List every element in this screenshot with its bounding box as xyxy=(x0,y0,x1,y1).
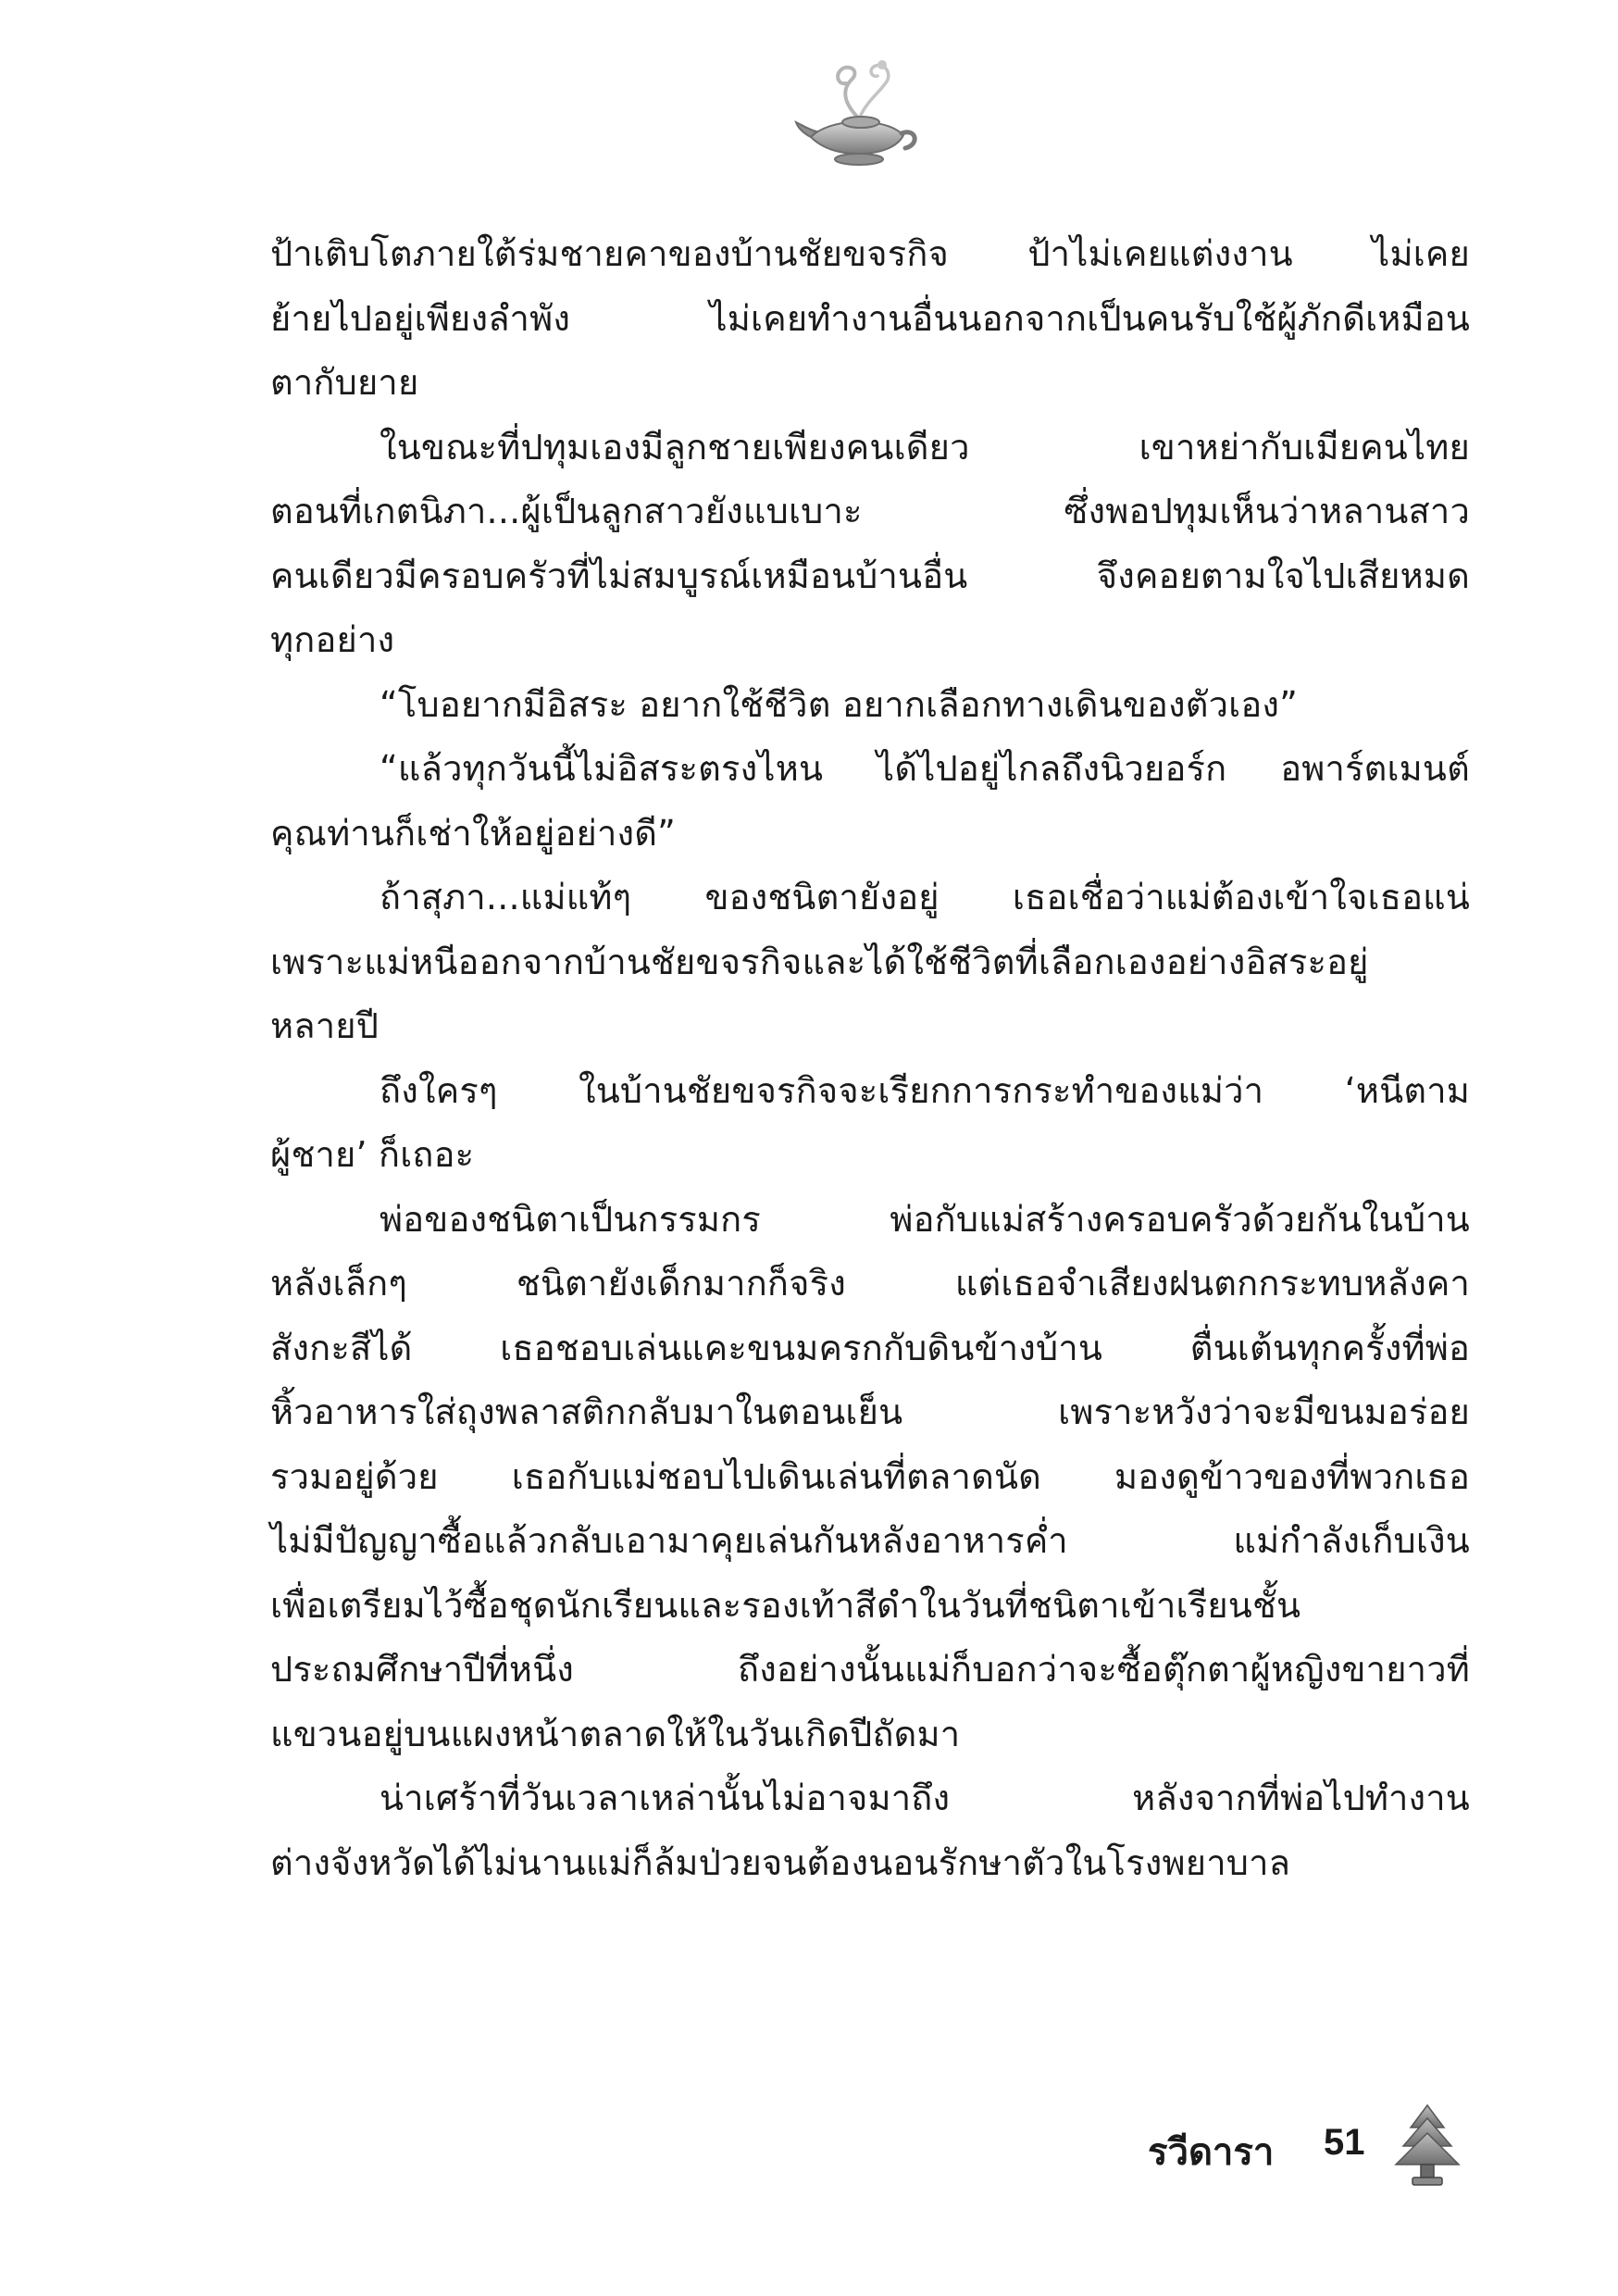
text-line: ป้าเติบโตภายใต้ร่มชายคาของบ้านชัยขจรกิจ ป้าไม่เคยแต่งงาน ไม่เคย xyxy=(270,233,1470,274)
text-line: ต่างจังหวัดได้ไม่นานแม่ก็ล้มป่วยจนต้องนอนรักษาตัวในโรงพยาบาล xyxy=(270,1841,1291,1883)
body-text xyxy=(270,222,1470,1895)
text-line: ตากับยาย xyxy=(270,362,419,403)
text-line: “แล้วทุกวันนี้ไม่อิสระตรงไหน ได้ไปอยู่ไกลถึงนิวยอร์ก อพาร์ตเมนต์ xyxy=(380,748,1470,789)
text-line: น่าเศร้าที่วันเวลาเหล่านั้นไม่อาจมาถึง หลังจากที่พ่อไปทำงาน xyxy=(380,1778,1470,1818)
text-line: ถ้าสุภา...แม่แท้ๆ ของชนิตายังอยู่ เธอเชื่อว่าแม่ต้องเข้าใจเธอแน่ xyxy=(380,877,1470,917)
text-line: แขวนอยู่บนแผงหน้าตลาดให้ในวันเกิดปีถัดมา xyxy=(270,1713,961,1754)
text-line: หลายปี xyxy=(270,1005,380,1046)
text-line: ทุกอย่าง xyxy=(270,619,395,660)
text-line: ถึงใครๆ ในบ้านชัยขจรกิจจะเรียกการกระทำของแม่ว่า ‘หนีตาม xyxy=(380,1069,1470,1111)
text-line: ในขณะที่ปทุมเองมีลูกชายเพียงคนเดียว เขาหย่ากับเมียคนไทย xyxy=(380,426,1470,468)
text-line: ประถมศึกษาปีที่หนึ่ง ถึงอย่างนั้นแม่ก็บอกว่าจะซื้อตุ๊กตาผู้หญิงขายาวที่ xyxy=(270,1649,1470,1690)
text-line: เพื่อเตรียมไว้ซื้อชุดนักเรียนและรองเท้าสีดำในวันที่ชนิตาเข้าเรียนชั้น xyxy=(270,1584,1301,1626)
magic-lamp-icon xyxy=(794,54,924,174)
text-line: ไม่มีปัญญาซื้อแล้วกลับเอามาคุยเล่นกันหลังอาหารค่ำ แม่กำลังเก็บเงิน xyxy=(270,1520,1470,1561)
text-line: หลังเล็กๆ ชนิตายังเด็กมากก็จริง แต่เธอจำเสียงฝนตกกระทบหลังคา xyxy=(270,1263,1470,1304)
book-title: รวีดารา xyxy=(1148,2131,1275,2174)
text-line: คุณท่านก็เช่าให้อยู่อย่างดี” xyxy=(270,812,676,854)
text-line: เพราะแม่หนีออกจากบ้านชัยขจรกิจและได้ใช้ชีวิตที่เลือกเองอย่างอิสระอยู่ xyxy=(270,941,1369,982)
tree-icon xyxy=(1390,2100,1464,2192)
text-line: คนเดียวมีครอบครัวที่ไม่สมบูรณ์เหมือนบ้านอื่น จึงคอยตามใจไปเสียหมด xyxy=(270,555,1470,596)
text-line: พ่อของชนิตาเป็นกรรมกร พ่อกับแม่สร้างครอบครัวด้วยกันในบ้าน xyxy=(380,1198,1470,1240)
text-line: ตอนที่เกตนิภา...ผู้เป็นลูกสาวยังแบเบาะ ซึ่งพอปทุมเห็นว่าหลานสาว xyxy=(270,491,1470,531)
text-line: “โบอยากมีอิสระ อยากใช้ชีวิต อยากเลือกทางเดินของตัวเอง” xyxy=(380,683,1299,725)
page-footer xyxy=(1129,2100,1518,2202)
text-line: ย้ายไปอยู่เพียงลำพัง ไม่เคยทำงานอื่นนอกจากเป็นคนรับใช้ผู้ภักดีเหมือน xyxy=(270,297,1470,339)
text-line: สังกะสีได้ เธอชอบเล่นแคะขนมครกกับดินข้างบ้าน ตื่นเต้นทุกครั้งที่พ่อ xyxy=(270,1327,1470,1368)
text-line: หิ้วอาหารใส่ถุงพลาสติกกลับมาในตอนเย็น เพราะหวังว่าจะมีขนมอร่อย xyxy=(270,1391,1470,1432)
text-line: ผู้ชาย’ ก็เถอะ xyxy=(270,1134,475,1175)
text-line: รวมอยู่ด้วย เธอกับแม่ชอบไปเดินเล่นที่ตลาดนัด มองดูข้าวของที่พวกเธอ xyxy=(270,1455,1470,1497)
page-number: 51 xyxy=(1324,2122,1365,2163)
